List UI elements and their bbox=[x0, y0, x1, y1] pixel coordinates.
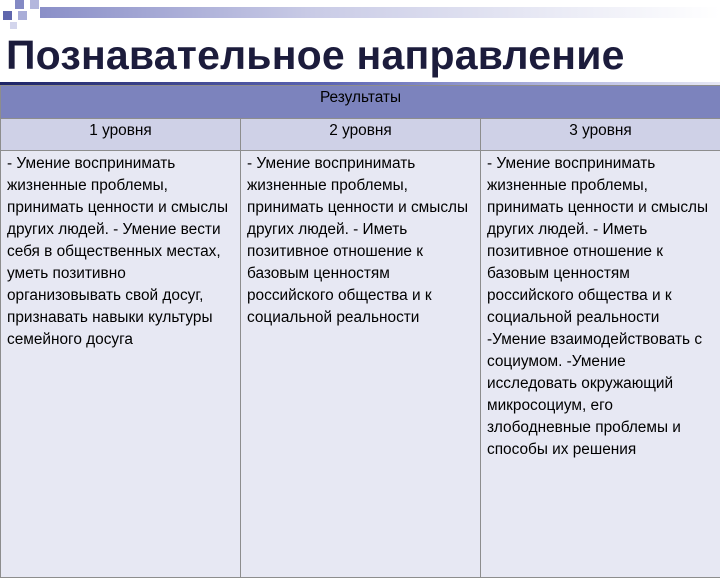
deco-square bbox=[15, 0, 24, 9]
level-1-header: 1 уровня bbox=[1, 119, 241, 151]
level-2-header: 2 уровня bbox=[241, 119, 481, 151]
deco-square bbox=[18, 11, 27, 20]
deco-square bbox=[30, 0, 39, 9]
results-header: Результаты bbox=[1, 86, 720, 119]
level-2-cell: - Умение воспринимать жизненные проблемы, принимать ценности и смыслы других людей. - Иметь позитивное отношение к базовым ценностям российского общества и к социальной реальности bbox=[241, 151, 481, 578]
levels-row bbox=[1, 119, 720, 151]
results-table bbox=[0, 85, 720, 578]
deco-square bbox=[3, 11, 12, 20]
top-gradient-bar bbox=[40, 7, 720, 18]
level-1-cell: - Умение воспринимать жизненные проблемы, принимать ценности и смыслы других людей. - Умение вести себя в общественных местах, уметь позитивно организовывать свой досуг, признавать навыки культуры семейного досуга bbox=[1, 151, 241, 578]
table-row bbox=[1, 151, 720, 578]
slide-title: Познавательное направление bbox=[6, 32, 625, 79]
table-header-row bbox=[1, 86, 720, 119]
level-3-cell: - Умение воспринимать жизненные проблемы, принимать ценности и смыслы других людей. - Иметь позитивное отношение к базовым ценностям российского общества и к социальной реальности -Умение взаимодействовать с социумом. -Умение исследовать окружающий микросоциум, его злободневные проблемы и способы их решения bbox=[481, 151, 720, 578]
deco-square bbox=[10, 22, 17, 29]
level-3-header: 3 уровня bbox=[481, 119, 720, 151]
